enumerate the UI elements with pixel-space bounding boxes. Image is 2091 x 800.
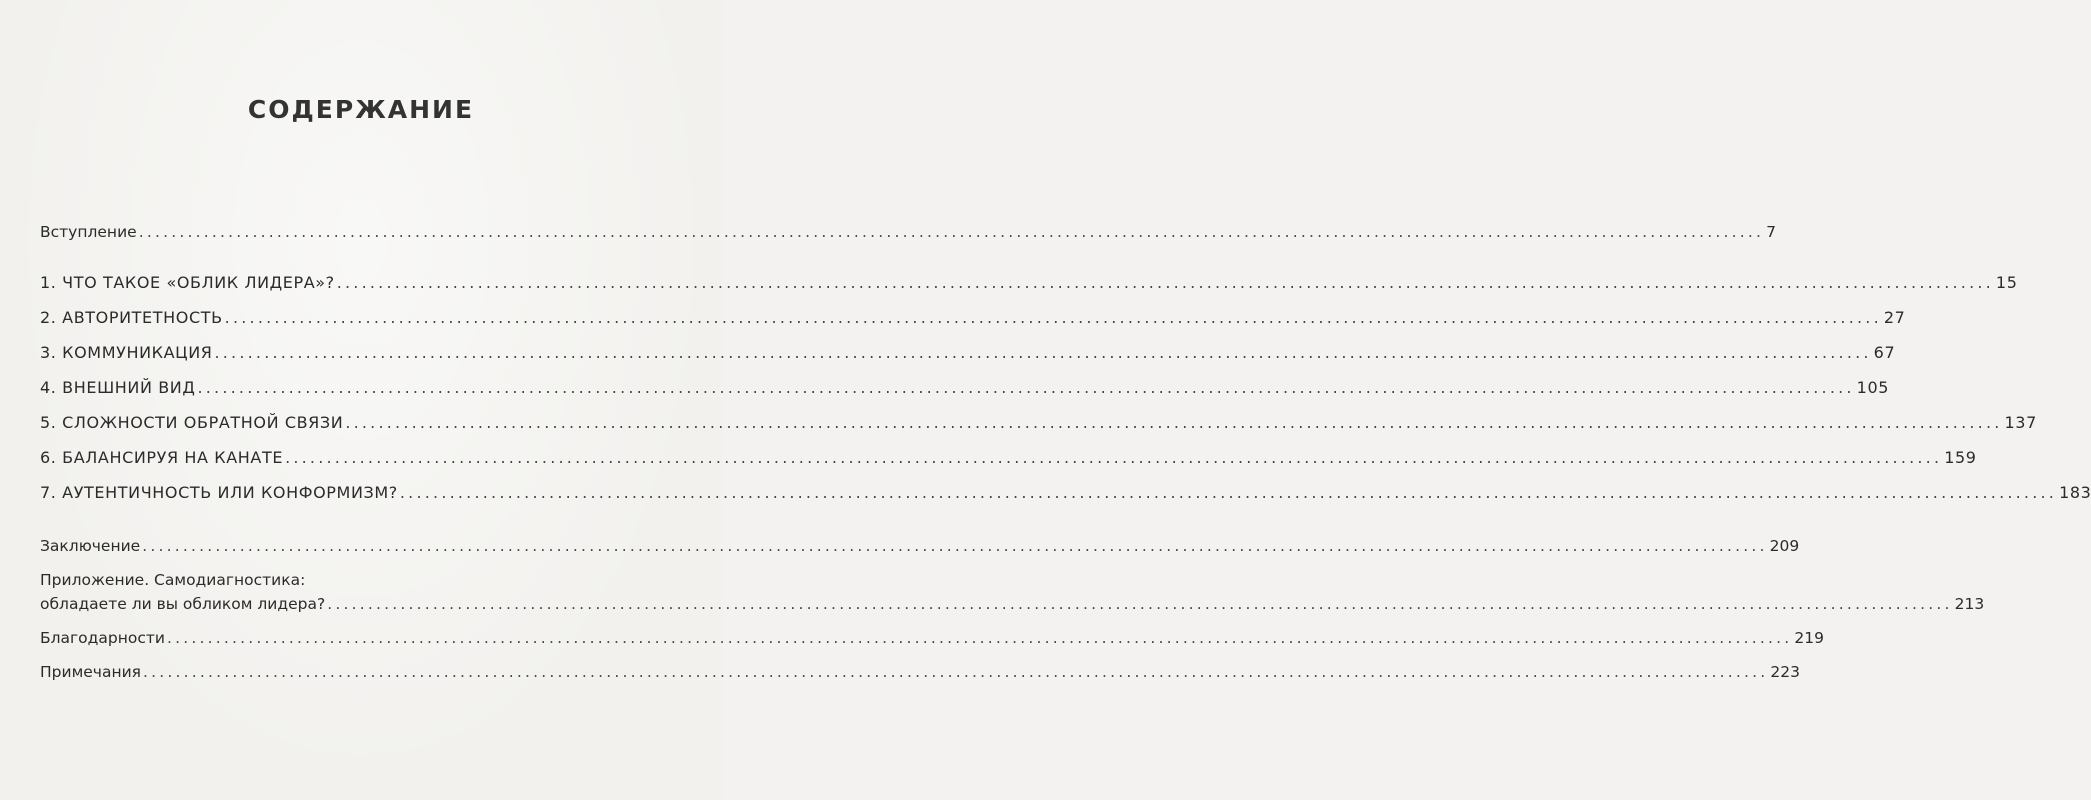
toc-entry-chapter-1 <box>40 273 2018 293</box>
toc-entry-label: Вступление <box>40 223 137 241</box>
toc-entry-chapter-6 <box>40 448 1977 468</box>
dot-leader: ........................................................................................................................................................................................................ <box>142 537 1768 555</box>
toc-entry-appendix-line1: Приложение. Самодиагностика: <box>40 571 306 589</box>
toc-entry-label: 6. БАЛАНСИРУЯ НА КАНАТЕ <box>40 448 284 467</box>
dot-leader: ........................................................................................................................................................................................................ <box>138 223 1765 241</box>
dot-leader: ........................................................................................................................................................................................................ <box>224 308 1882 327</box>
dot-leader: ........................................................................................................................................................................................................ <box>197 378 1855 397</box>
toc-entry-appendix <box>40 594 1985 614</box>
toc-entry-conclusion <box>40 536 1800 556</box>
toc-entry-page: 7 <box>1766 223 1776 241</box>
toc-entry-label: 2. АВТОРИТЕТНОСТЬ <box>40 308 223 327</box>
toc-entry-page: 137 <box>2004 413 2037 432</box>
toc-entry-label: 4. ВНЕШНИЙ ВИД <box>40 378 196 397</box>
toc-entry-intro <box>40 222 1776 242</box>
dot-leader: ........................................................................................................................................................................................................ <box>285 448 1943 467</box>
dot-leader: ........................................................................................................................................................................................................ <box>336 273 1994 292</box>
toc-entry-page: 219 <box>1794 629 1824 647</box>
toc-entry-page: 67 <box>1873 343 1896 362</box>
page-title: СОДЕРЖАНИЕ <box>247 95 475 124</box>
toc-entry-label: 5. СЛОЖНОСТИ ОБРАТНОЙ СВЯЗИ <box>40 413 344 432</box>
toc-entry-page: 213 <box>1954 595 1985 613</box>
dot-leader: ........................................................................................................................................................................................................ <box>166 629 1793 647</box>
toc-entry-label: 3. КОММУНИКАЦИЯ <box>40 343 213 362</box>
toc-entry-page: 223 <box>1770 663 1800 681</box>
dot-leader: ........................................................................................................................................................................................................ <box>345 413 2003 432</box>
toc-entry-label: 7. АУТЕНТИЧНОСТЬ ИЛИ КОНФОРМИЗМ? <box>40 483 398 502</box>
toc-entry-chapter-2 <box>40 308 1906 328</box>
toc-entry-page: 105 <box>1856 378 1890 397</box>
toc-entry-chapter-3 <box>40 343 1896 363</box>
toc-entry-chapter-4 <box>40 378 1890 398</box>
toc-entry-label: Благодарности <box>40 629 165 647</box>
dot-leader: ........................................................................................................................................................................................................ <box>399 483 2058 502</box>
toc-entry-acknowledgements <box>40 628 1824 648</box>
toc-entry-page: 27 <box>1883 308 1906 327</box>
dot-leader: ........................................................................................................................................................................................................ <box>214 343 1872 362</box>
dot-leader: ........................................................................................................................................................................................................ <box>327 595 1953 613</box>
toc-entry-page: 183 <box>2059 483 2091 502</box>
toc-entry-page: 15 <box>1995 273 2018 292</box>
toc-entry-chapter-7 <box>40 483 2091 503</box>
toc-entry-label: Примечания <box>40 663 141 681</box>
toc-entry-label: Заключение <box>40 537 141 555</box>
toc-entry-page: 159 <box>1944 448 1977 467</box>
toc-entry-page: 209 <box>1769 537 1800 555</box>
toc-entry-notes <box>40 662 1800 682</box>
toc-entry-label: 1. ЧТО ТАКОЕ «ОБЛИК ЛИДЕРА»? <box>40 273 335 292</box>
dot-leader: ........................................................................................................................................................................................................ <box>143 663 1769 681</box>
toc-entry-chapter-5 <box>40 413 2037 433</box>
toc-entry-label: обладаете ли вы обликом лидера? <box>40 595 326 613</box>
